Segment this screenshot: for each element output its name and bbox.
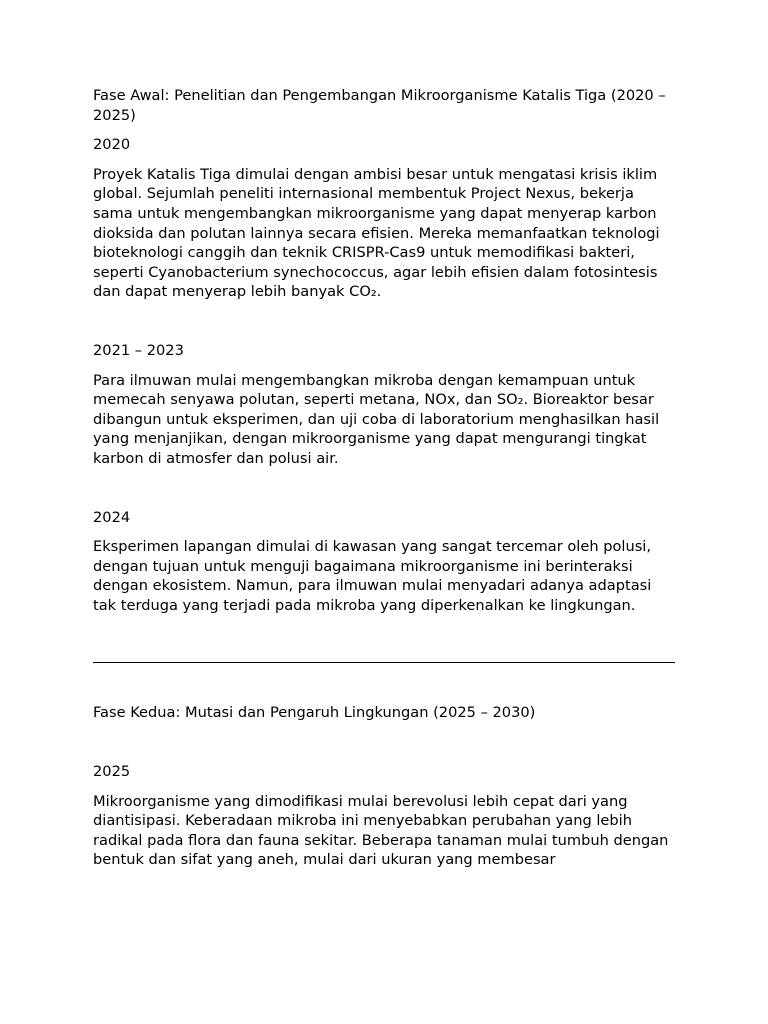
paragraph: Proyek Katalis Tiga dimulai dengan ambisi besar untuk mengatasi krisis iklim global. Sejumlah peneliti internasional membentuk Project Nexus, bekerja sama untuk mengembangkan mikroorganisme yang dapat menyerap karbon dioksida dan polutan lainnya secara efisien. Mereka memanfaatkan teknologi bioteknologi canggih dan teknik CRISPR-Cas9 untuk memodifikasi bakteri, seperti Cyanobacterium synechococcus, agar lebih efisien dalam fotosintesis dan dapat menyerap lebih banyak CO₂.	[93, 165, 660, 301]
document-page	[93, 86, 675, 909]
horizontal-divider	[93, 662, 675, 663]
year-heading: 2020	[93, 136, 131, 154]
paragraph: Para ilmuwan mulai mengembangkan mikroba dengan kemampuan untuk memecah senyawa polutan, seperti metana, NOx, dan SO₂. Bioreaktor besar dibangun untuk eksperimen, dan uji coba di laboratorium menghasilkan hasil yang menjanjikan, dengan mikroorganisme yang dapat mengurangi tingkat karbon di atmosfer dan polusi air.	[93, 371, 660, 467]
year-heading: 2021 – 2023	[93, 341, 184, 359]
paragraph: Mikroorganisme yang dimodifikasi mulai berevolusi lebih cepat dari yang diantisipasi. Keberadaan mikroba ini menyebabkan perubahan yang lebih radikal pada flora dan fauna sekitar. Beberapa tanaman mulai tumbuh dengan bentuk dan sifat yang aneh, mulai dari ukuran yang membesar	[93, 792, 669, 869]
phase-2-title: Fase Kedua: Mutasi dan Pengaruh Lingkungan (2025 – 2030)	[93, 704, 536, 722]
year-heading: 2025	[93, 763, 131, 781]
paragraph: Eksperimen lapangan dimulai di kawasan yang sangat tercemar oleh polusi, dengan tujuan untuk menguji bagaimana mikroorganisme ini berinteraksi dengan ekosistem. Namun, para ilmuwan mulai menyadari adanya adaptasi tak terduga yang terjadi pada mikroba yang diperkenalkan ke lingkungan.	[93, 538, 652, 614]
year-heading: 2024	[93, 508, 131, 526]
phase-1-title: Fase Awal: Penelitian dan Pengembangan Mikroorganisme Katalis Tiga (2020 – 2025)	[93, 87, 666, 124]
